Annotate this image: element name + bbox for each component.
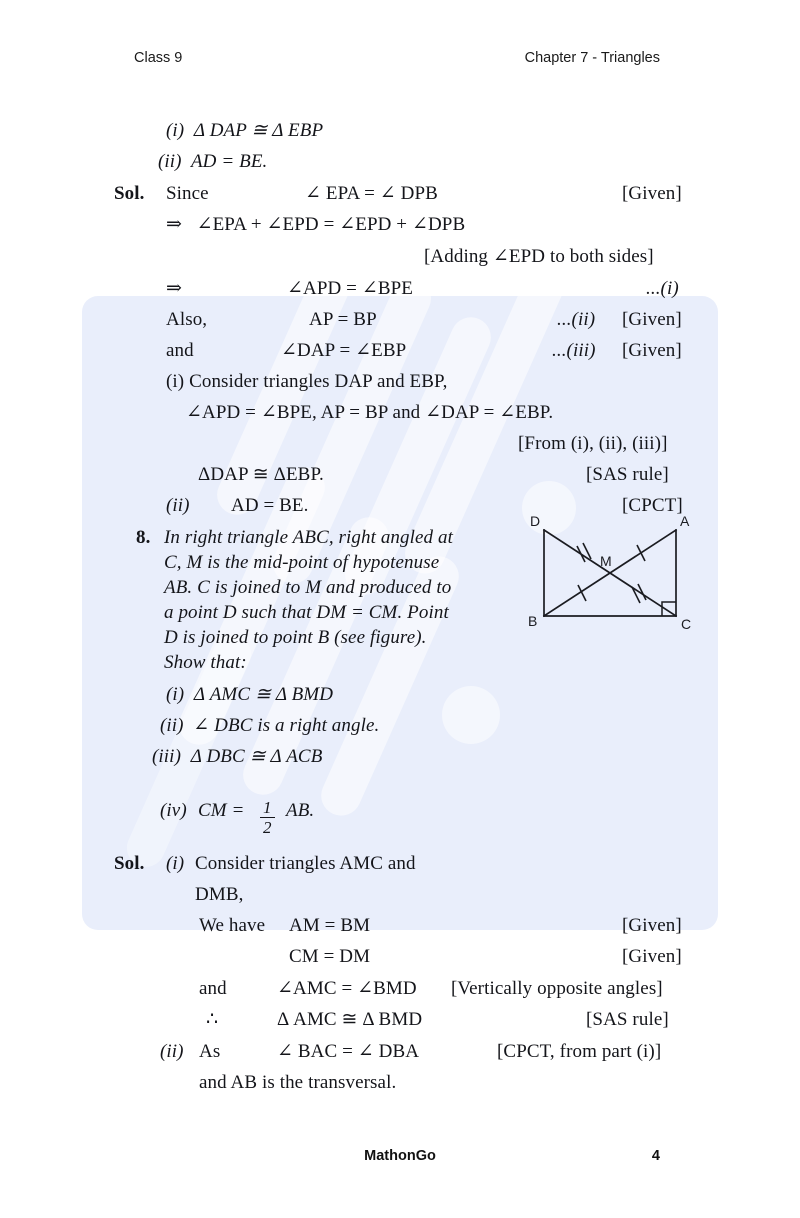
reason-tag: [CPCT] bbox=[622, 495, 683, 516]
text-line: ∠APD = ∠BPE bbox=[287, 278, 414, 299]
text-line: ∠APD = ∠BPE, AP = BP and ∠DAP = ∠EBP. bbox=[186, 402, 554, 423]
figure-label-B: B bbox=[528, 613, 538, 629]
reason-tag: [SAS rule] bbox=[586, 464, 669, 485]
text-line: ⇒ bbox=[166, 278, 183, 299]
text-line: and bbox=[199, 978, 227, 999]
text-line: AP = BP bbox=[309, 309, 377, 330]
text-line: ∠AMC = ∠BMD bbox=[277, 978, 417, 999]
question-item: (i) Δ AMC ≅ Δ BMD bbox=[166, 684, 334, 705]
question-text-line: D is joined to point B (see figure). bbox=[164, 627, 427, 648]
text-line: (i) Δ DAP ≅ Δ EBP bbox=[166, 120, 324, 141]
text-line: ∠ EPA = ∠ DPB bbox=[305, 183, 438, 204]
question-text-line: AB. C is joined to M and produced to bbox=[164, 577, 452, 598]
question-text-line: a point D such that DM = CM. Point bbox=[164, 602, 449, 623]
text-line: ∴ bbox=[206, 1009, 219, 1030]
text-line: AD = BE. bbox=[231, 495, 309, 516]
step-ref: (i) bbox=[166, 853, 185, 874]
step-ref: ...(i) bbox=[646, 278, 679, 299]
text-line: (i) Consider triangles DAP and EBP, bbox=[166, 371, 448, 392]
step-ref: ...(ii) bbox=[557, 309, 596, 330]
reason-tag: [Given] bbox=[622, 309, 682, 330]
question-item-label: (iv) bbox=[160, 800, 187, 821]
text-line: and AB is the transversal. bbox=[199, 1072, 397, 1093]
text-line: (ii) AD = BE. bbox=[158, 151, 268, 172]
question-item-rhs: AB. bbox=[286, 800, 315, 821]
reason-tag: [Given] bbox=[622, 183, 682, 204]
question-text-line: Show that: bbox=[164, 652, 247, 673]
fraction-one-half bbox=[258, 799, 277, 837]
footer-brand: MathonGo bbox=[364, 1148, 436, 1164]
step-ref: (ii) bbox=[166, 495, 190, 516]
text-line: ΔDAP ≅ ΔEBP. bbox=[198, 464, 324, 485]
text-line: CM = DM bbox=[289, 946, 371, 967]
reason-tag: [Given] bbox=[622, 915, 682, 936]
question-number: 8. bbox=[136, 527, 151, 548]
text-line: ⇒ ∠EPA + ∠EPD = ∠EPD + ∠DPB bbox=[166, 214, 466, 235]
question-text-line: In right triangle ABC, right angled at bbox=[164, 527, 453, 548]
text-line: As bbox=[199, 1041, 221, 1062]
question-item: (ii) ∠ DBC is a right angle. bbox=[160, 715, 380, 736]
reason-tag: [Given] bbox=[622, 946, 682, 967]
text-line: Since bbox=[166, 183, 209, 204]
fraction-denominator: 2 bbox=[260, 817, 275, 836]
figure-label-D: D bbox=[530, 513, 541, 529]
text-line: Consider triangles AMC and bbox=[195, 853, 416, 874]
text-line: AM = BM bbox=[289, 915, 371, 936]
reason-tag: [From (i), (ii), (iii)] bbox=[518, 433, 668, 454]
text-line: ∠ BAC = ∠ DBA bbox=[277, 1041, 420, 1062]
figure-label-M: M bbox=[600, 553, 612, 569]
header-chapter-label: Chapter 7 - Triangles bbox=[524, 50, 660, 66]
running-foot bbox=[0, 1148, 800, 1170]
text-line: DMB, bbox=[195, 884, 244, 905]
reason-tag: [CPCT, from part (i)] bbox=[497, 1041, 662, 1062]
question-item: (iii) Δ DBC ≅ Δ ACB bbox=[152, 746, 323, 767]
reason-tag: [Adding ∠EPD to both sides] bbox=[424, 246, 654, 267]
step-ref: (ii) bbox=[160, 1041, 184, 1062]
text-line: ∠DAP = ∠EBP bbox=[281, 340, 407, 361]
question-text-line: C, M is the mid-point of hypotenuse bbox=[164, 552, 440, 573]
fraction-numerator: 1 bbox=[263, 798, 272, 817]
figure-label-A: A bbox=[680, 513, 690, 529]
header-class-label: Class 9 bbox=[134, 50, 183, 66]
text-line: Also, bbox=[166, 309, 208, 330]
figure-label-C: C bbox=[681, 616, 692, 632]
reason-tag: [Given] bbox=[622, 340, 682, 361]
solution-label: Sol. bbox=[114, 183, 145, 204]
reason-tag: [Vertically opposite angles] bbox=[451, 978, 663, 999]
footer-page-number: 4 bbox=[651, 1148, 660, 1164]
text-line: and bbox=[166, 340, 194, 361]
reason-tag: [SAS rule] bbox=[586, 1009, 669, 1030]
solution-label: Sol. bbox=[114, 853, 145, 874]
step-ref: ...(iii) bbox=[552, 340, 596, 361]
text-line: We have bbox=[199, 915, 266, 936]
text-line: Δ AMC ≅ Δ BMD bbox=[277, 1009, 423, 1030]
question-item-lhs: CM = bbox=[198, 800, 245, 821]
